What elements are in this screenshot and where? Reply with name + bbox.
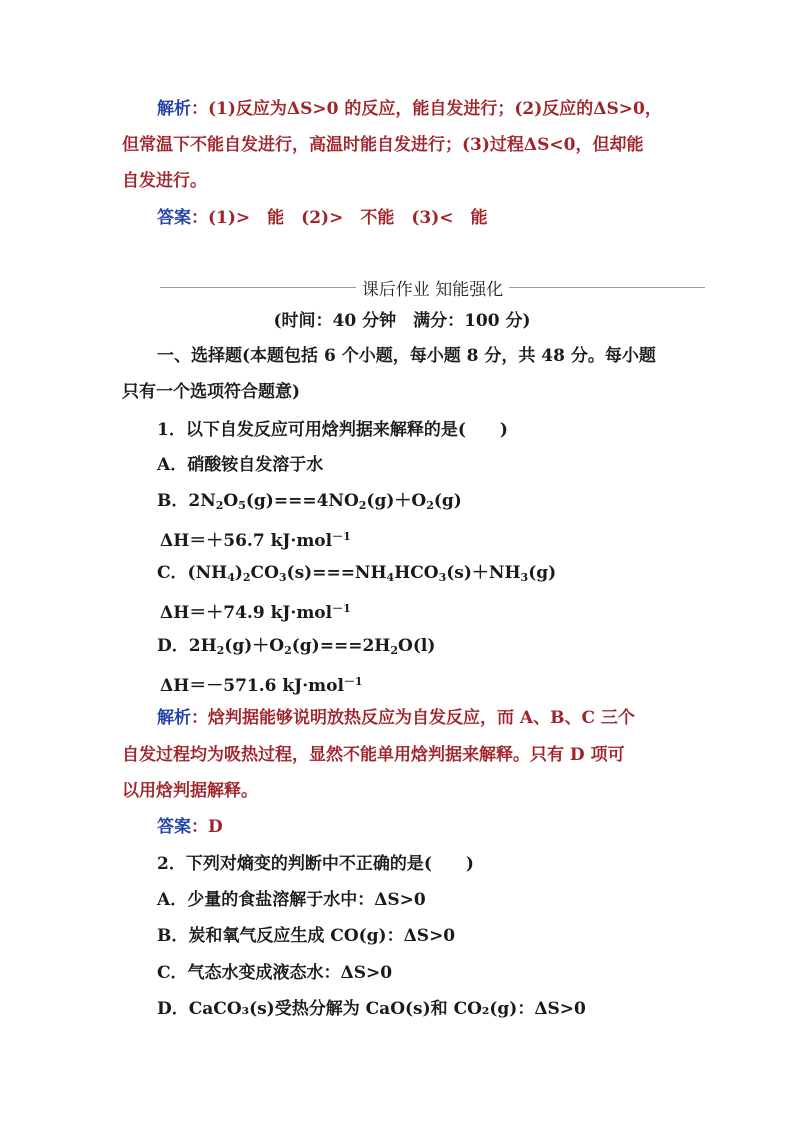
q2-option-b: B．炭和氧气反应生成 CO(g)：ΔS>0 — [157, 926, 456, 946]
q1-analysis-line-1: 解析：焓判据能够说明放热反应为自发反应，而 A、B、C 三个 — [157, 708, 635, 728]
section-heading — [160, 275, 705, 299]
prev-analysis-line-3: 自发进行。 — [122, 171, 207, 191]
q2-option-c: C．气态水变成液态水：ΔS>0 — [157, 963, 393, 983]
prev-analysis-line-2: 但常温下不能自发进行，高温时能自发进行；(3)过程ΔS<0，但却能 — [122, 135, 644, 155]
q2-option-d: D．CaCO₃(s)受热分解为 CaO(s)和 CO₂(g)：ΔS>0 — [157, 999, 586, 1019]
q1-stem: 1．以下自发反应可用焓判据来解释的是( ) — [157, 420, 508, 440]
q1-option-b-dh: ΔH＝＋56.7 kJ·mol$^{-1}$ — [160, 530, 351, 551]
prev-answer-label: 答案 — [157, 208, 191, 228]
q1-analysis-line-2: 自发过程均为吸热过程，显然不能单用焓判据来解释。只有 D 项可 — [122, 745, 625, 765]
q2-stem: 2．下列对熵变的判断中不正确的是( ) — [157, 854, 474, 874]
prev-answer: 答案：(1)> 能 (2)> 不能 (3)< 能 — [157, 208, 488, 228]
intro-line-2: 只有一个选项符合题意) — [122, 382, 301, 402]
section-title: 课后作业 知能强化 — [361, 279, 504, 300]
time-info: (时间：40 分钟 满分：100 分) — [273, 311, 531, 331]
q1-analysis-label: 解析 — [157, 708, 191, 728]
q1-analysis-line-3: 以用焓判据解释。 — [122, 781, 258, 801]
prev-analysis-label: 解析 — [157, 99, 191, 119]
section-rule-left — [160, 287, 356, 288]
prev-analysis-line-1: 解析：(1)反应为ΔS>0 的反应，能自发进行；(2)反应的ΔS>0， — [157, 99, 662, 119]
q1-option-a: A．硝酸铵自发溶于水 — [157, 455, 324, 475]
q1-option-c: C．$(NH_4)_2CO_3(s)===NH_4HCO_3(s)+NH_3(g)$ — [157, 563, 557, 584]
section-rule-right — [509, 287, 705, 288]
q1-answer: 答案：D — [157, 817, 223, 837]
q2-option-a: A．少量的食盐溶解于水中：ΔS>0 — [157, 890, 426, 910]
q1-option-b: B．$2N_2O_5(g)===4NO_2(g)+O_2(g)$ — [157, 491, 462, 512]
intro-line-1: 一、选择题(本题包括 6 个小题，每小题 8 分，共 48 分。每小题 — [157, 346, 656, 366]
q1-option-d-dh: ΔH＝－571.6 kJ·mol$^{-1}$ — [160, 675, 363, 696]
q1-answer-label: 答案 — [157, 817, 191, 837]
q1-option-d: D．$2H_2(g)+O_2(g)===2H_2O(l)$ — [157, 636, 436, 657]
q1-option-c-dh: ΔH＝＋74.9 kJ·mol$^{-1}$ — [160, 602, 351, 623]
